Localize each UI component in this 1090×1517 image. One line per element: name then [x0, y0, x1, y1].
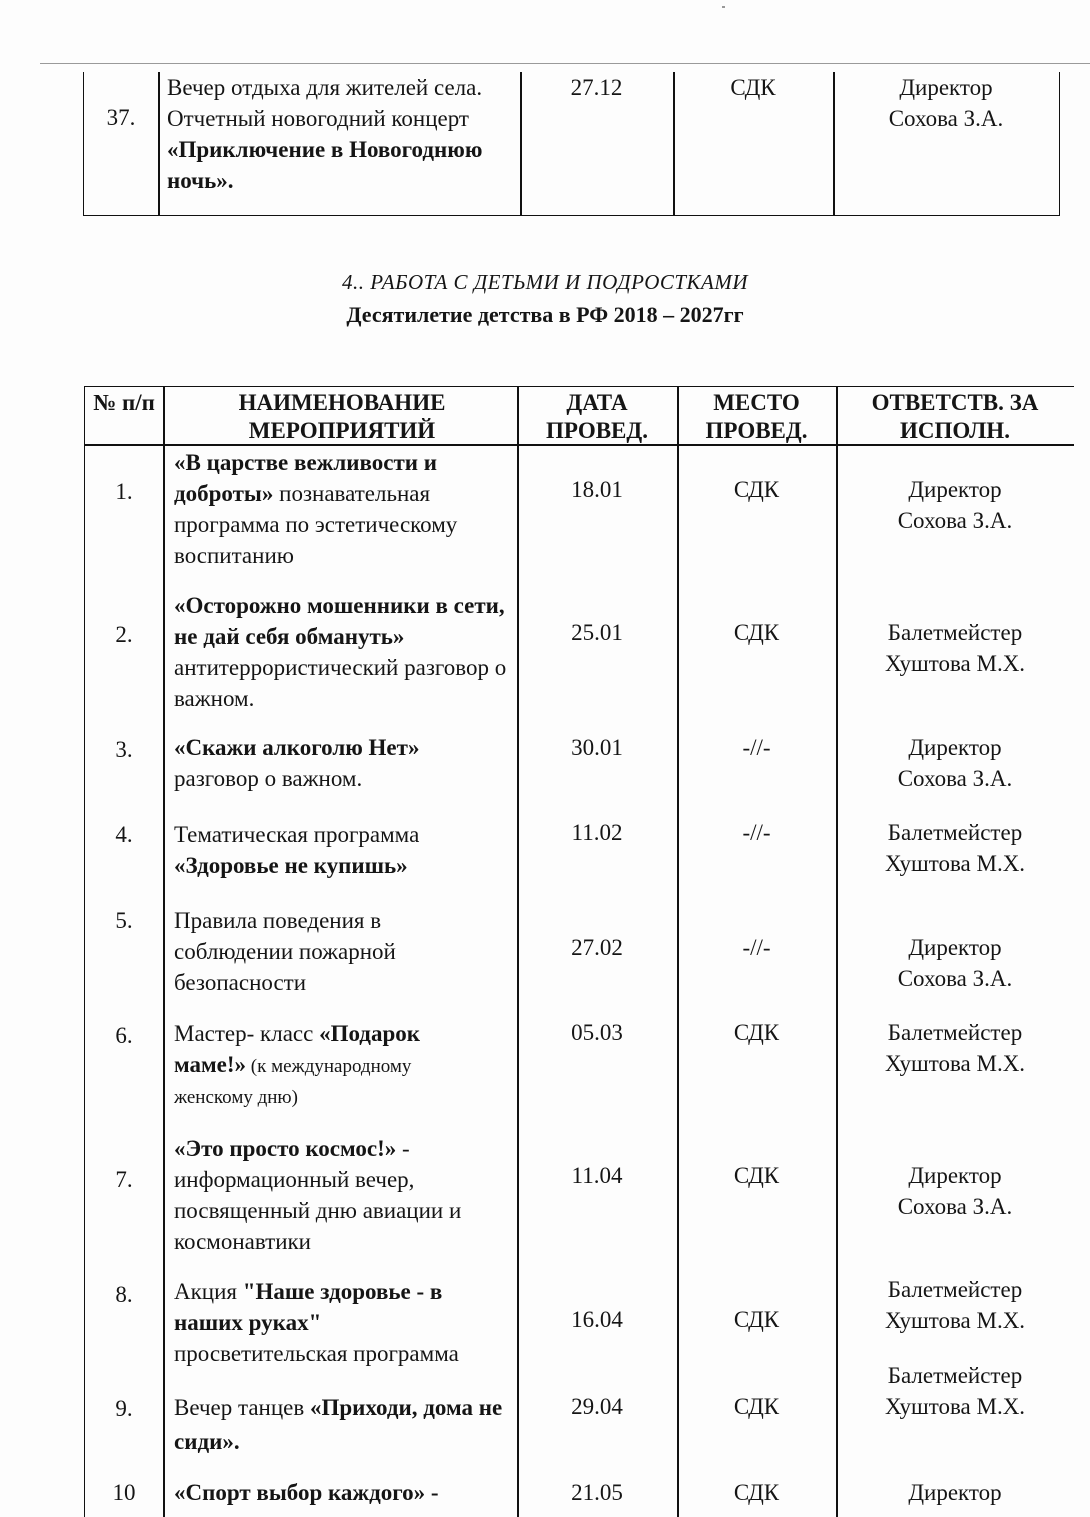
responsible-role: Балетмейстер	[887, 820, 1023, 845]
event-pretext: Тематическая программа	[174, 822, 420, 847]
event-responsible	[836, 1160, 1074, 1222]
event-desc: познавательная программа по эстетическому воспитанию	[174, 481, 458, 568]
event-pretext: Вечер танцев	[174, 1395, 310, 1420]
event-name	[174, 1391, 504, 1459]
event-pretext: Акция	[174, 1279, 243, 1304]
row-number: 3.	[115, 737, 133, 762]
event-place: СДК	[730, 75, 776, 100]
col-divider	[158, 72, 160, 215]
event-responsible	[836, 932, 1074, 994]
responsible-name: Хуштова М.Х.	[884, 1394, 1026, 1419]
event-date: 21.05	[571, 1480, 623, 1505]
event-title-bold: "Наше здоровье - в наших руках"	[174, 1279, 443, 1335]
event-date: 27.12	[570, 75, 623, 100]
event-desc: просветительская программа	[174, 1341, 459, 1366]
responsible-role: Директор	[908, 1480, 1002, 1505]
responsible-name: Хуштова М.Х.	[884, 651, 1026, 676]
responsible-name: Сохова З.А.	[897, 966, 1013, 991]
event-place: СДК	[733, 1020, 780, 1045]
col-divider	[163, 387, 165, 1517]
event-name	[174, 732, 509, 794]
responsible-name: Хуштова М.Х.	[884, 851, 1026, 876]
previous-table-continuation	[83, 72, 1060, 216]
event-title-bold: «Приходи, дома не сиди».	[174, 1395, 503, 1454]
event-note: (к международному женскому дню)	[174, 1056, 412, 1108]
row-number: 2.	[115, 622, 133, 647]
event-name	[174, 447, 509, 571]
event-responsible	[836, 817, 1074, 879]
responsible-role: Балетмейстер	[887, 1020, 1023, 1045]
event-pretext: Мастер- класс	[174, 1021, 320, 1046]
event-date: 27.02	[571, 935, 623, 960]
responsible-name: Хуштова М.Х.	[884, 1051, 1026, 1076]
event-place: СДК	[733, 477, 780, 502]
responsible-name: Сохова З.А.	[897, 1194, 1013, 1219]
responsible-name: Сохова З.А.	[888, 106, 1004, 131]
event-responsible	[836, 617, 1074, 679]
responsible-name: Сохова З.А.	[897, 766, 1013, 791]
event-responsible	[836, 1477, 1074, 1508]
responsible-role: Балетмейстер	[887, 1363, 1023, 1388]
responsible-name: Хуштова М.Х.	[884, 1308, 1026, 1333]
row-number: 9.	[115, 1396, 133, 1421]
scan-speck	[722, 6, 725, 8]
event-name	[174, 1276, 484, 1369]
event-date: 25.01	[571, 620, 623, 645]
responsible-role: Директор	[908, 477, 1002, 502]
event-place: СДК	[733, 1163, 780, 1188]
row-number: 10	[112, 1480, 136, 1505]
responsible-role: Директор	[899, 75, 993, 100]
section-subtitle: Десятилетие детства в РФ 2018 – 2027гг	[346, 302, 744, 327]
event-name	[174, 590, 509, 714]
event-responsible	[836, 474, 1074, 536]
header-date: ДАТА ПРОВЕД.	[546, 390, 648, 443]
event-name	[174, 1018, 464, 1111]
event-name	[174, 1477, 504, 1508]
event-date: 11.04	[571, 1163, 623, 1188]
responsible-role: Балетмейстер	[887, 620, 1023, 645]
event-name-plain: Вечер отдыха для жителей села. Отчетный новогодний концерт	[167, 75, 483, 131]
event-title-bold: «Здоровье не купишь»	[174, 853, 408, 878]
row-number: 1.	[115, 479, 133, 504]
event-name	[174, 1133, 484, 1257]
event-name	[174, 819, 509, 881]
header-num: № п/п	[93, 390, 155, 415]
event-desc: разговор о важном.	[174, 766, 363, 791]
header-responsible: ОТВЕТСТВ. ЗА ИСПОЛН.	[871, 390, 1039, 443]
event-title-bold: «Подарок маме!»	[174, 1021, 420, 1077]
event-title-bold: «В царстве вежливости и доброты»	[174, 450, 438, 506]
events-table	[84, 386, 1074, 1517]
row-number: 7.	[115, 1167, 133, 1192]
event-place: -//-	[742, 735, 771, 760]
row-number: 5.	[115, 908, 133, 933]
event-date: 16.04	[571, 1307, 623, 1332]
row-number: 37.	[106, 105, 136, 130]
responsible-role: Директор	[908, 935, 1002, 960]
event-place: -//-	[742, 820, 771, 845]
event-title-bold: «Скажи алкоголю Нет»	[174, 735, 420, 760]
event-title-bold: «Это просто космос!»	[174, 1136, 397, 1161]
event-title-bold: «Осторожно мошенники в сети, не дай себя обмануть»	[174, 593, 505, 649]
event-date: 30.01	[571, 735, 623, 760]
event-title-bold: «Спорт выбор каждого» -	[174, 1480, 439, 1505]
row-number: 8.	[115, 1282, 133, 1307]
responsible-role: Балетмейстер	[887, 1277, 1023, 1302]
section-title: 4.. РАБОТА С ДЕТЬМИ И ПОДРОСТКАМИ	[342, 270, 748, 294]
event-desc: антитеррористический разговор о важном.	[174, 655, 507, 711]
event-date: 11.02	[571, 820, 623, 845]
header-place: МЕСТО ПРОВЕД.	[705, 390, 808, 443]
event-name	[174, 905, 474, 998]
event-name	[167, 72, 517, 196]
event-name-bold: «Приключение в Новогоднюю ночь».	[167, 137, 483, 193]
responsible-role: Директор	[908, 735, 1002, 760]
event-date: 29.04	[571, 1394, 623, 1419]
event-date: 18.01	[571, 477, 623, 502]
event-responsible	[836, 1360, 1074, 1422]
responsible-role: Директор	[908, 1163, 1002, 1188]
event-responsible	[836, 1274, 1074, 1336]
event-desc: Правила поведения в соблюдении пожарной безопасности	[174, 908, 396, 995]
page-top-rule	[40, 63, 1090, 64]
event-place: СДК	[733, 1307, 780, 1332]
event-place: СДК	[733, 620, 780, 645]
event-responsible	[836, 1017, 1074, 1079]
row-number: 6.	[115, 1023, 133, 1048]
event-desc: - информационный вечер, посвященный дню авиации и космонавтики	[174, 1136, 462, 1254]
event-responsible	[833, 72, 1059, 134]
event-place: -//-	[742, 935, 771, 960]
event-date: 05.03	[571, 1020, 623, 1045]
row-number: 4.	[115, 822, 133, 847]
event-place: СДК	[733, 1480, 780, 1505]
event-responsible	[836, 732, 1074, 794]
event-place: СДК	[733, 1394, 780, 1419]
responsible-name: Сохова З.А.	[897, 508, 1013, 533]
header-name: НАИМЕНОВАНИЕ МЕРОПРИЯТИЙ	[238, 390, 446, 443]
